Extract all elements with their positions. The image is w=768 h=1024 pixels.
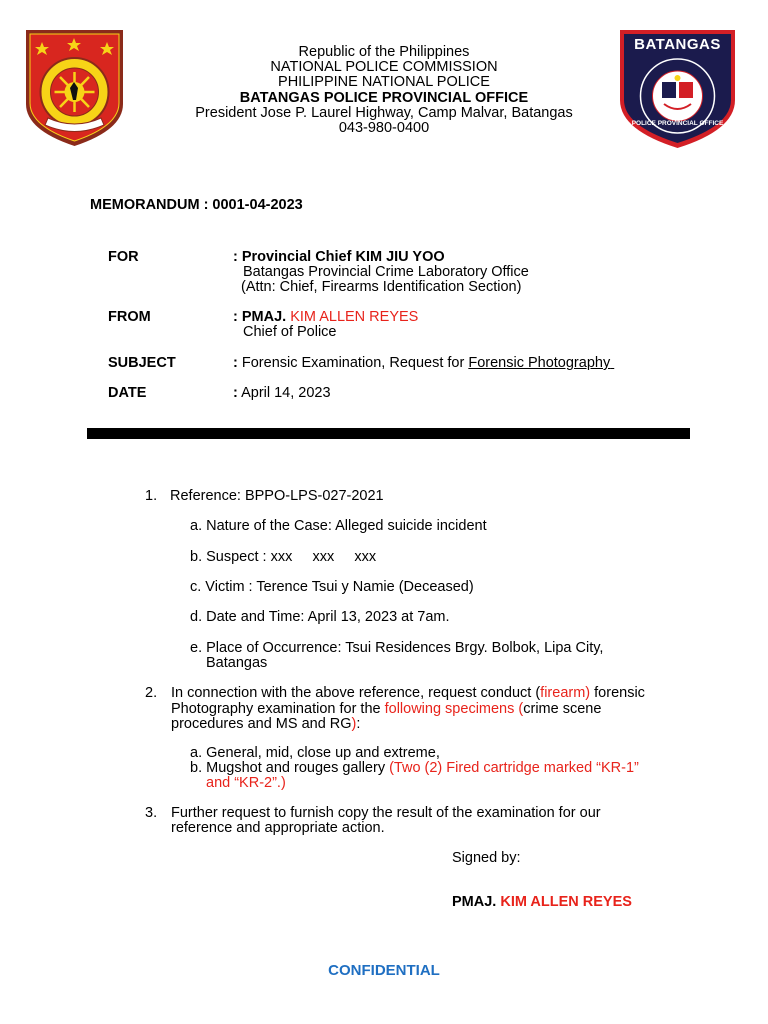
letterhead (150, 45, 618, 136)
for-office: Batangas Provincial Crime Laboratory Office (243, 264, 529, 280)
memo-title: MEMORANDUM : 0001-04-2023 (90, 197, 303, 213)
signed-by-label: Signed by: (452, 850, 521, 866)
item-1-reference: Reference: BPPO-LPS-027-2021 (170, 488, 384, 504)
item-2b-red: (Two (2) Fired cartridge marked “KR-1” (389, 760, 639, 776)
header-divider (87, 428, 690, 439)
batangas-banner: BATANGAS (634, 36, 721, 53)
item-1c: c. Victim : Terence Tsui y Namie (Deceased) (190, 579, 474, 595)
letterhead-line-3: PHILIPPINE NATIONAL POLICE (278, 74, 490, 91)
subject-label: SUBJECT (108, 355, 176, 371)
letterhead-address: President Jose P. Laurel Highway, Camp Malvar, Batangas (195, 104, 573, 121)
item-3-number: 3. (145, 805, 158, 821)
letterhead-office: BATANGAS POLICE PROVINCIAL OFFICE (239, 89, 529, 106)
item-1b: b. Suspect : xxx xxx xxx (190, 549, 377, 565)
pnp-logo (22, 30, 127, 146)
signatory-rank: PMAJ. (452, 894, 497, 910)
item-2-line-2-red: following specimens ( (384, 701, 524, 717)
item-3-line-2: reference and appropriate action. (171, 820, 385, 836)
item-2-line-1-red: firearm) (540, 685, 591, 701)
letterhead-phone: 043-980-0400 (338, 120, 430, 137)
batangas-bottom-text: POLICE PROVINCIAL OFFICE (631, 120, 724, 127)
item-2-line-3-red: ) (351, 716, 357, 732)
signatory-name: KIM ALLEN REYES (500, 894, 632, 910)
for-attention: (Attn: Chief, Firearms Identification Section) (241, 279, 522, 295)
item-2-line-1-b: forensic (590, 685, 645, 701)
letterhead-line-2: NATIONAL POLICE COMMISSION (270, 59, 498, 76)
item-2-line-1 (171, 686, 645, 702)
letterhead-line-1: Republic of the Philippines (298, 44, 470, 60)
item-2b-a: b. Mugshot and rouges gallery (190, 760, 390, 776)
date-text: April 14, 2023 (241, 385, 331, 401)
for-recipient: : Provincial Chief KIM JIU YOO (233, 249, 445, 265)
date-colon: : (233, 385, 238, 401)
for-label: FOR (108, 249, 139, 265)
item-3-line-1: Further request to furnish copy the result of the examination for our (171, 805, 601, 821)
item-1a: a. Nature of the Case: Alleged suicide incident (190, 518, 487, 534)
from-name: KIM ALLEN REYES (290, 309, 419, 325)
date-value (233, 386, 331, 402)
item-2-line-2-b: crime scene (523, 701, 602, 717)
subject-underlined: Forensic Photography (468, 355, 611, 371)
item-1e: e. Place of Occurrence: Tsui Residences Brgy. Bolbok, Lipa City, (190, 640, 604, 656)
item-1e-cont: Batangas (206, 655, 268, 671)
item-1d: d. Date and Time: April 13, 2023 at 7am. (190, 609, 450, 625)
batangas-region-label: PRO 4A (664, 110, 691, 117)
date-label: DATE (108, 385, 147, 401)
item-1-number: 1. (145, 488, 158, 504)
subject-colon: : (233, 355, 238, 371)
item-2-line-3-a: procedures and MS and RG (171, 716, 352, 732)
from-label: FROM (108, 309, 151, 325)
from-position: Chief of Police (243, 324, 337, 340)
confidential-label: CONFIDENTIAL (328, 962, 440, 979)
from-rank: : PMAJ. (233, 309, 287, 325)
item-2-line-3 (171, 717, 360, 733)
item-2-line-1-a: In connection with the above reference, request conduct ( (171, 685, 541, 701)
subject-text: Forensic Examination, Request for (241, 355, 465, 371)
item-2-number: 2. (145, 685, 158, 701)
item-2-line-3-b: : (356, 716, 361, 732)
signatory (452, 895, 632, 911)
item-2-line-2-a: Photography examination for the (171, 701, 385, 717)
item-2a: a. General, mid, close up and extreme, (190, 745, 440, 761)
item-2b-cont: and “KR-2”.) (206, 775, 286, 791)
subject-value (233, 356, 614, 372)
